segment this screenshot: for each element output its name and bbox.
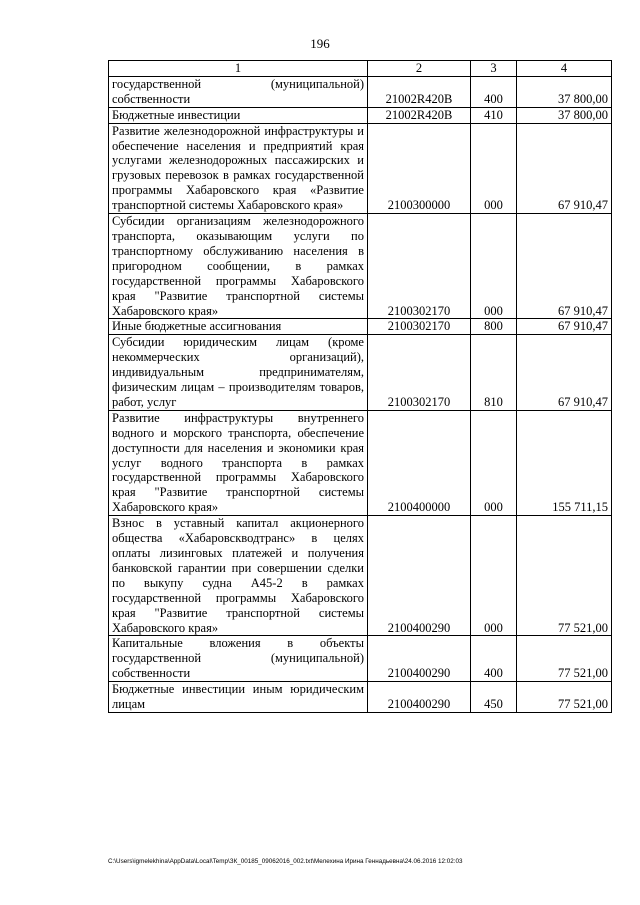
row-name: Субсидии юридическим лицам (кроме некоммерческих организаций), индивидуальным предпринимателям, физическим лицам – производителям товаров, работ, услуг xyxy=(109,335,368,411)
row-code: 2100302170 xyxy=(368,335,471,411)
row-amount: 77 521,00 xyxy=(517,516,612,636)
row-name: Развитие железнодорожной инфраструктуры и обеспечение населения и предприятий края услугами железнодорожных пассажирских и грузовых перевозок в рамках государственной программы Хабаровского края «Развитие транспортной системы Хабаровского края» xyxy=(109,123,368,213)
row-name: Развитие инфраструктуры внутреннего водного и морского транспорта, обеспечение доступности для населения и экономики края услуг водного транспорта в рамках государственной программы Хабаровского края "Развитие транспортной системы Хабаровского края» xyxy=(109,410,368,515)
row-type: 810 xyxy=(471,335,517,411)
column-header-4: 4 xyxy=(517,61,612,77)
row-type: 800 xyxy=(471,319,517,335)
row-code: 21002R420B xyxy=(368,107,471,123)
row-amount: 77 521,00 xyxy=(517,682,612,713)
budget-table xyxy=(108,60,612,713)
row-code: 2100302170 xyxy=(368,319,471,335)
table-row xyxy=(109,335,612,411)
row-name: Капитальные вложения в объекты государственной (муниципальной) собственности xyxy=(109,636,368,682)
row-name: государственной (муниципальной) собственности xyxy=(109,76,368,107)
header-row xyxy=(109,61,612,77)
row-name: Бюджетные инвестиции xyxy=(109,107,368,123)
row-name: Субсидии организациям железнодорожного транспорта, оказывающим услуги по транспортному обслуживанию населения в пригородном сообщении, в рамках государственной программы Хабаровского края "Развитие транспортной системы Хабаровского края» xyxy=(109,214,368,319)
row-type: 400 xyxy=(471,636,517,682)
row-code: 2100300000 xyxy=(368,123,471,213)
footer-file-path: C:\Users\igmelekhina\AppData\Local\Temp\ЗК_00185_09062016_002.txt\Мелехина Ирина Геннадьевна\24.06.2016 12:02:03 xyxy=(108,858,463,865)
table-row xyxy=(109,410,612,515)
row-name: Бюджетные инвестиции иным юридическим лицам xyxy=(109,682,368,713)
table-row xyxy=(109,516,612,636)
row-type: 000 xyxy=(471,516,517,636)
row-amount: 67 910,47 xyxy=(517,335,612,411)
row-code: 2100400290 xyxy=(368,636,471,682)
row-type: 400 xyxy=(471,76,517,107)
row-amount: 37 800,00 xyxy=(517,76,612,107)
row-amount: 37 800,00 xyxy=(517,107,612,123)
table-row xyxy=(109,214,612,319)
row-code: 2100302170 xyxy=(368,214,471,319)
table-row xyxy=(109,636,612,682)
row-type: 450 xyxy=(471,682,517,713)
row-name: Иные бюджетные ассигнования xyxy=(109,319,368,335)
row-amount: 155 711,15 xyxy=(517,410,612,515)
row-code: 2100400290 xyxy=(368,682,471,713)
column-header-1: 1 xyxy=(109,61,368,77)
row-amount: 67 910,47 xyxy=(517,319,612,335)
table-row xyxy=(109,76,612,107)
row-type: 000 xyxy=(471,214,517,319)
row-type: 000 xyxy=(471,123,517,213)
row-type: 000 xyxy=(471,410,517,515)
row-code: 2100400000 xyxy=(368,410,471,515)
row-code: 21002R420B xyxy=(368,76,471,107)
column-header-2: 2 xyxy=(368,61,471,77)
row-code: 2100400290 xyxy=(368,516,471,636)
table-row xyxy=(109,319,612,335)
table-row xyxy=(109,107,612,123)
table-row xyxy=(109,682,612,713)
row-amount: 77 521,00 xyxy=(517,636,612,682)
page-number: 196 xyxy=(310,36,330,51)
row-name: Взнос в уставный капитал акционерного общества «Хабаровскводтранс» в целях оплаты лизинговых платежей и получения банковской гарантии при совершении сделки по выкупу судна А45-2 в рамках государственной программы Хабаровского края "Развитие транспортной системы Хабаровского края» xyxy=(109,516,368,636)
table-row xyxy=(109,123,612,213)
row-amount: 67 910,47 xyxy=(517,214,612,319)
row-type: 410 xyxy=(471,107,517,123)
column-header-3: 3 xyxy=(471,61,517,77)
row-amount: 67 910,47 xyxy=(517,123,612,213)
